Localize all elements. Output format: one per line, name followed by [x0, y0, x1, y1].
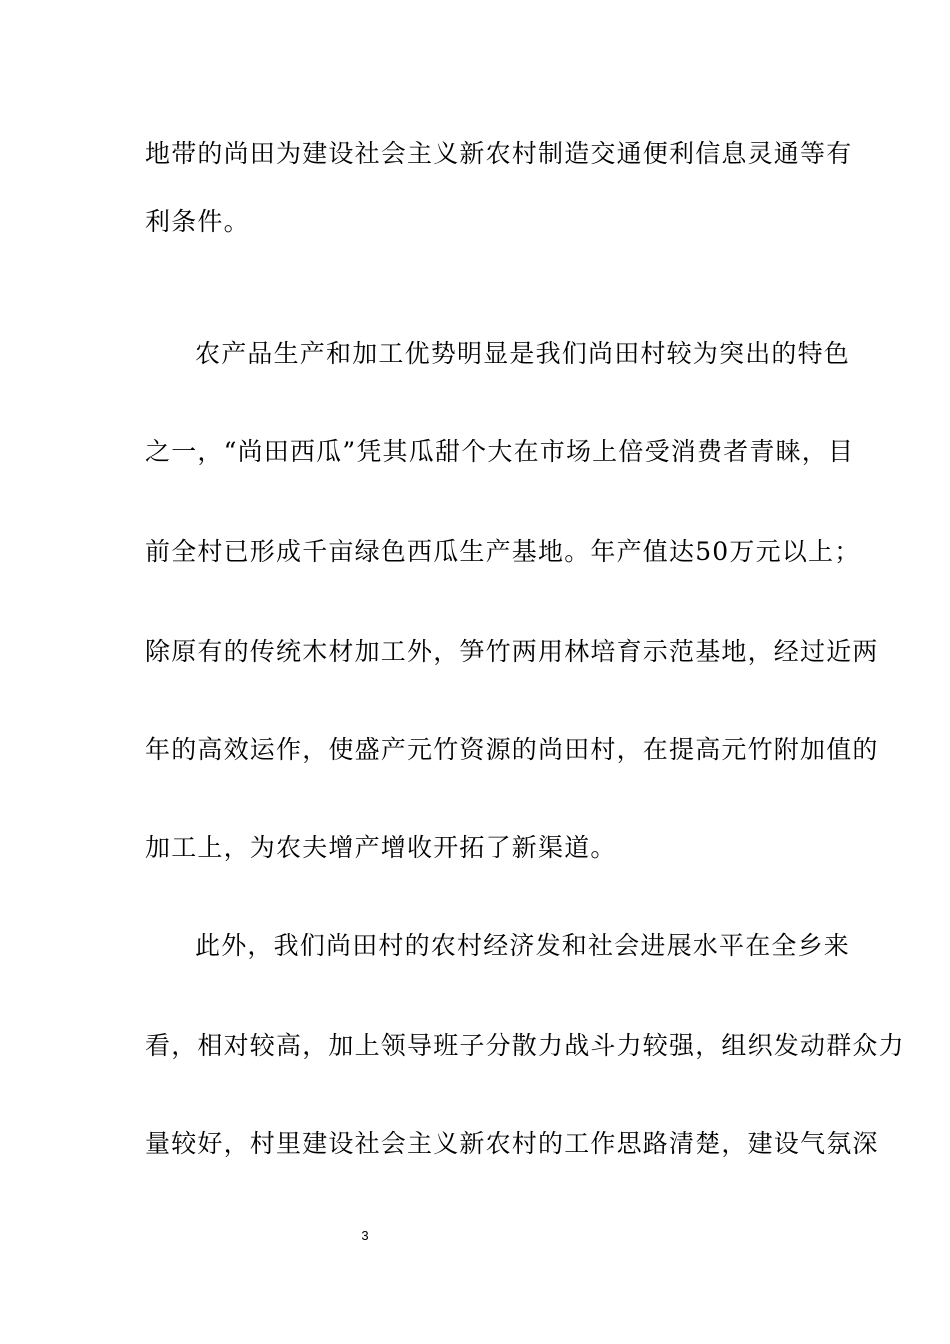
paragraph-line: 年的高效运作，使盛产元竹资源的尚田村，在提高元竹附加值的 — [145, 735, 879, 764]
paragraph-line: 前全村已形成千亩绿色西瓜生产基地。年产值达50万元以上； — [145, 537, 861, 566]
paragraph-line: 看，相对较高，加上领导班子分散力战斗力较强，组织发动群众力 — [145, 1031, 905, 1060]
paragraph-first-line: 此外，我们尚田村的农村经济发和社会进展水平在全乡来 — [195, 931, 851, 960]
paragraph-line: 之一，“尚田西瓜”凭其瓜甜个大在市场上倍受消费者青睐，目 — [145, 437, 855, 466]
paragraph-line: 地带的尚田为建设社会主义新农村制造交通便利信息灵通等有 — [145, 139, 853, 168]
page-number: 3 — [361, 1228, 369, 1243]
paragraph-line: 量较好，村里建设社会主义新农村的工作思路清楚，建设气氛深 — [145, 1129, 879, 1158]
paragraph-line: 利条件。 — [145, 207, 250, 236]
paragraph-line: 加工上，为农夫增产增收开拓了新渠道。 — [145, 833, 617, 862]
paragraph-line: 除原有的传统木材加工外，笋竹两用林培育示范基地，经过近两 — [145, 637, 879, 666]
paragraph-first-line: 农产品生产和加工优势明显是我们尚田村较为突出的特色 — [195, 339, 851, 368]
